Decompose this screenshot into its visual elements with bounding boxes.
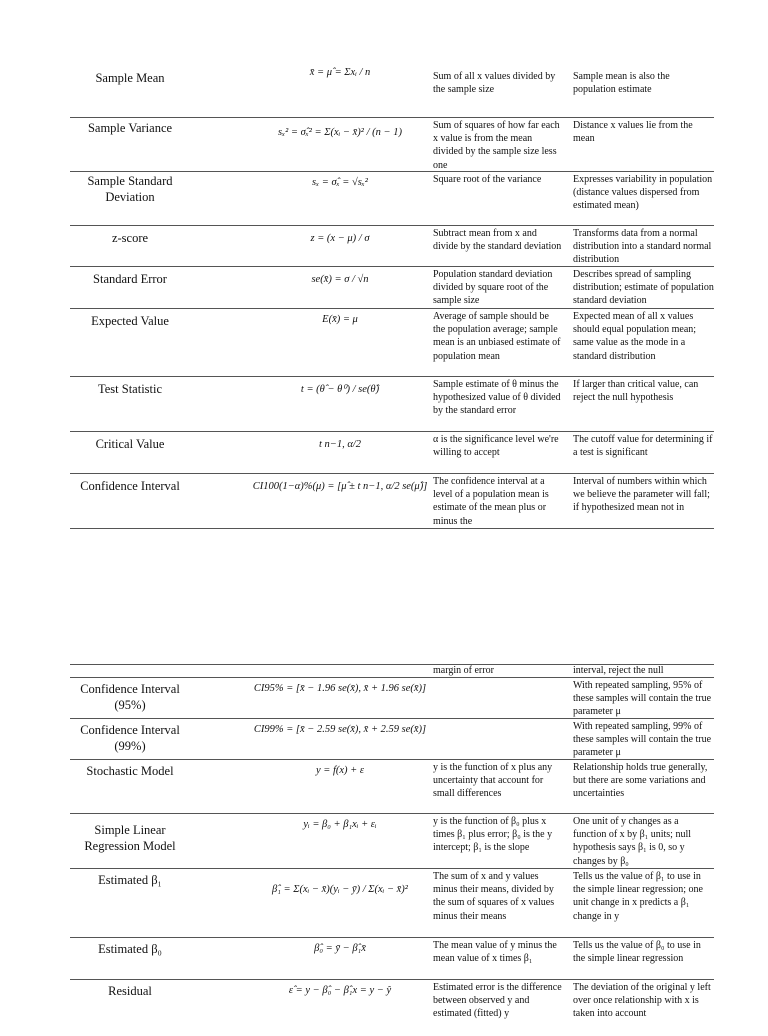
description-cell: margin of error xyxy=(433,665,494,676)
term-cell: Critical Value xyxy=(95,437,165,451)
formula-cell: x̄ = μ̂ = Σxᵢ / n xyxy=(309,67,371,78)
description-cell: The sum of x and y values minus their means, divided by the sum of squares of x values minus their means xyxy=(433,871,555,922)
term-cell: Stochastic Model xyxy=(86,764,174,778)
table-row xyxy=(70,474,714,529)
table-row xyxy=(70,664,714,678)
table-row xyxy=(70,267,714,309)
term-cell: Test Statistic xyxy=(97,382,163,396)
term-cell: Confidence Interval xyxy=(80,479,180,493)
interpretation-cell: If larger than critical value, can reject the null hypothesis xyxy=(573,379,699,404)
formula-cell: CI100(1−α)%(μ) = [μ̂ ± t n−1, α/2 se(μ̂)] xyxy=(252,481,428,492)
description-cell: The confidence interval at a level of a population mean is estimate of the mean plus or minus the xyxy=(433,476,549,527)
term-cell: Sample Variance xyxy=(87,121,173,135)
description-cell: Sum of squares of how far each x value is from the mean divided by the sample size less one xyxy=(433,120,560,171)
table-row xyxy=(70,719,714,760)
term-cell: Confidence Interval (99%) xyxy=(80,723,180,753)
description-cell: Sample estimate of θ minus the hypothesized value of θ divided by the standard error xyxy=(433,379,561,417)
table-row xyxy=(70,432,714,474)
description-cell: α is the significance level we're willing to accept xyxy=(433,434,559,459)
formula-cell: β̂₀ = ȳ − β̂₁x̄ xyxy=(314,943,366,954)
table-row xyxy=(70,377,714,432)
table-row xyxy=(70,118,714,172)
interpretation-cell: With repeated sampling, 95% of these samples will contain the true parameter μ xyxy=(573,680,712,718)
interpretation-cell: One unit of y changes as a function of x by β₁ units; null hypothesis says β₁ is 0, so y changes by β₀ xyxy=(573,816,692,867)
description-cell: Estimated error is the difference between observed y and estimated (fitted) y xyxy=(433,982,562,1020)
table-row xyxy=(70,869,714,938)
term-cell: Sample Standard Deviation xyxy=(87,174,173,204)
formula-cell: t = (θ̂ − θ⁰) / se(θ̂) xyxy=(300,384,380,395)
description-cell: Average of sample should be the population average; sample mean is an unbiased estimate of population mean xyxy=(433,311,561,362)
description-cell: Square root of the variance xyxy=(433,174,542,185)
description-cell: y is the function of β₀ plus x times β₁ plus error; β₀ is the y intercept; β₁ is the slope xyxy=(433,816,553,854)
interpretation-cell: Interval of numbers within which we believe the parameter will fall; if hypothesized mean not in xyxy=(573,476,710,514)
table-row xyxy=(70,760,714,814)
term-cell: Expected Value xyxy=(91,314,169,328)
term-cell: Sample Mean xyxy=(95,71,165,85)
table-row xyxy=(70,309,714,377)
description-cell: Subtract mean from x and divide by the standard deviation xyxy=(433,228,562,253)
interpretation-cell: Tells us the value of β₀ to use in the simple linear regression xyxy=(573,940,701,965)
table-row xyxy=(70,172,714,226)
table-page-1 xyxy=(70,60,714,529)
term-cell: Estimated β₀ xyxy=(98,942,162,956)
table-row xyxy=(70,226,714,267)
table-row xyxy=(70,980,714,1036)
interpretation-cell: Distance x values lie from the mean xyxy=(573,120,693,145)
formula-cell: CI99% = [x̄ − 2.59 se(x̄), x̄ + 2.59 se(x̄)] xyxy=(253,724,427,735)
formula-cell: y = f(x) + ε xyxy=(315,765,365,776)
term-cell: Confidence Interval (95%) xyxy=(80,682,180,712)
description-cell: The mean value of y minus the mean value of x times β₁ xyxy=(433,940,557,965)
formula-cell: ε̂ = y − β̂₀ − β̂₁x = y − ŷ xyxy=(288,985,392,996)
formula-cell: β̂₁ = Σ(xᵢ − x̄)(yᵢ − ȳ) / Σ(xᵢ − x̄)² xyxy=(272,884,408,895)
table-row xyxy=(70,938,714,980)
formula-cell: sₓ² = σ̂ₓ² = Σ(xᵢ − x̄)² / (n − 1) xyxy=(278,127,402,138)
term-cell: Standard Error xyxy=(93,272,167,286)
interpretation-cell: Transforms data from a normal distribution into a standard normal distribution xyxy=(573,228,712,266)
interpretation-cell: The deviation of the original y left over once relationship with x is taken into account xyxy=(573,982,711,1020)
table-row xyxy=(70,678,714,719)
description-cell: y is the function of x plus any uncertainty that account for small differences xyxy=(433,762,553,800)
description-cell: Population standard deviation divided by square root of the sample size xyxy=(433,269,553,307)
formula-cell: z = (x − μ) / σ xyxy=(310,233,370,244)
term-cell: Residual xyxy=(108,984,152,998)
interpretation-cell: Describes spread of sampling distribution; estimate of population standard deviation xyxy=(573,269,714,307)
table-row xyxy=(70,814,714,869)
formula-cell: CI95% = [x̄ − 1.96 se(x̄), x̄ + 1.96 se(x̄)] xyxy=(253,683,427,694)
interpretation-cell: The cutoff value for determining if a test is significant xyxy=(573,434,713,459)
interpretation-cell: interval, reject the null xyxy=(573,665,664,676)
formula-cell: sₓ = σ̂ₓ = √sₓ² xyxy=(312,177,368,188)
term-cell: Simple Linear Regression Model xyxy=(84,823,176,853)
interpretation-cell: Relationship holds true generally, but there are some variations and uncertainties xyxy=(573,762,708,800)
interpretation-cell: Expected mean of all x values should equal population mean; same value as the mode in a standard distribution xyxy=(573,311,697,362)
term-cell: Estimated β₁ xyxy=(98,873,162,887)
formula-cell: t n−1, α/2 xyxy=(318,439,362,450)
formula-cell: E(x̄) = μ xyxy=(322,314,358,325)
formula-cell: yᵢ = β₀ + β₁xᵢ + εᵢ xyxy=(303,819,377,830)
interpretation-cell: Expresses variability in population (distance values dispersed from estimated mean) xyxy=(573,174,713,212)
formula-cell: se(x̄) = σ / √n xyxy=(311,274,369,285)
term-cell: z-score xyxy=(111,231,149,245)
description-cell: Sum of all x values divided by the sample size xyxy=(433,71,556,96)
interpretation-cell: With repeated sampling, 99% of these samples will contain the true parameter μ xyxy=(573,721,712,759)
table-page-2 xyxy=(70,664,714,1036)
interpretation-cell: Sample mean is also the population estimate xyxy=(573,71,670,96)
table-row xyxy=(70,60,714,118)
interpretation-cell: Tells us the value of β₁ to use in the simple linear regression; one unit change in x predicts a β₁ change in y xyxy=(573,871,703,922)
